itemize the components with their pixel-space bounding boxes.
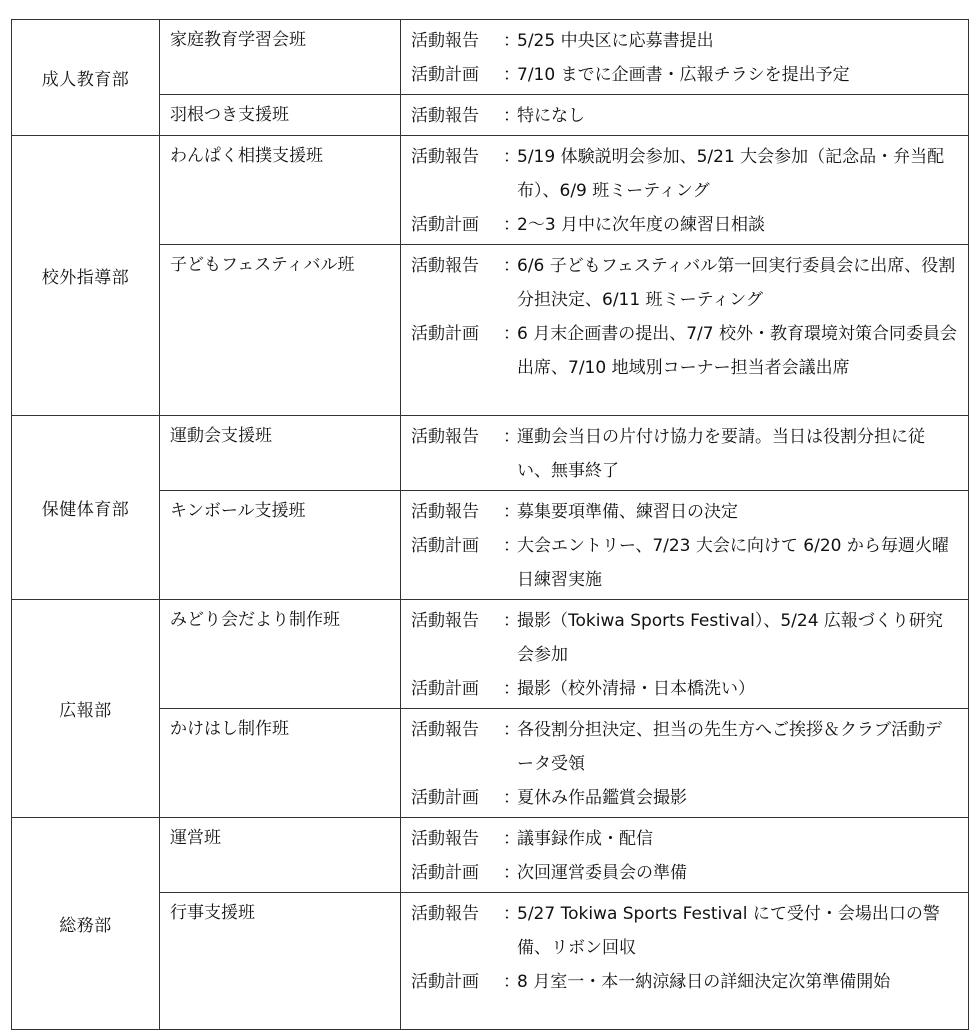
activity-line: 活動計画 ： 夏休み作品鑑賞会撮影	[411, 788, 687, 808]
activity-line: 活動報告 ： 募集要項準備、練習日の決定	[411, 502, 738, 522]
activity-line: 活動報告 ： 6/6 子どもフェスティバル第一回実行委員会に出席、役割分担決定、6/11 班ミーティング	[411, 256, 956, 310]
team-cell: 子どもフェスティバル班	[160, 245, 401, 416]
dept-cell: 校外指導部	[12, 136, 160, 416]
dept-cell: 保健体育部	[12, 416, 160, 600]
detail-cell	[401, 416, 969, 491]
activity-line: 活動報告 ： 5/19 体験説明会参加、5/21 大会参加（記念品・弁当配布）、6/9 班ミーティング	[411, 147, 945, 201]
detail-cell	[401, 893, 969, 1030]
activity-line: 活動計画 ： 6 月末企画書の提出、7/7 校外・教育環境対策合同委員会出席、7/10 地域別コーナー担当者会議出席	[411, 324, 957, 378]
activity-line: 活動報告 ： 議事録作成・配信	[411, 829, 653, 849]
detail-cell	[401, 818, 969, 893]
table-row	[12, 20, 969, 95]
activity-line: 活動計画 ： 大会エントリー、7/23 大会に向けて 6/20 から毎週火曜日練習実施	[411, 536, 949, 590]
detail-cell	[401, 491, 969, 600]
activity-line: 活動計画 ： 撮影（校外清掃・日本橋洗い）	[411, 679, 755, 699]
team-cell: かけはし制作班	[160, 709, 401, 818]
team-cell: わんぱく相撲支援班	[160, 136, 401, 245]
team-cell: キンボール支援班	[160, 491, 401, 600]
team-cell: みどり会だより制作班	[160, 600, 401, 709]
activity-line: 活動報告 ： 5/25 中央区に応募書提出	[411, 31, 714, 51]
team-cell: 家庭教育学習会班	[160, 20, 401, 95]
team-cell: 羽根つき支援班	[160, 95, 401, 136]
activity-line: 活動計画 ： 7/10 までに企画書・広報チラシを提出予定	[411, 65, 850, 85]
table-row	[12, 416, 969, 491]
activity-line: 活動報告 ： 運動会当日の片付け協力を要請。当日は役割分担に従い、無事終了	[411, 427, 925, 481]
dept-cell: 成人教育部	[12, 20, 160, 136]
detail-cell	[401, 709, 969, 818]
activity-line: 活動計画 ： 次回運営委員会の準備	[411, 863, 687, 883]
activity-line: 活動計画 ： 8 月室一・本一納涼縁日の詳細決定次第準備開始	[411, 972, 891, 992]
activity-line: 活動報告 ： 5/27 Tokiwa Sports Festival にて受付・会場出口の警備、リボン回収	[411, 904, 940, 958]
team-cell: 運動会支援班	[160, 416, 401, 491]
dept-cell: 総務部	[12, 818, 160, 1030]
activity-line: 活動報告 ： 特になし	[411, 106, 585, 126]
detail-cell	[401, 95, 969, 136]
table-row	[12, 600, 969, 709]
activity-line: 活動計画 ： 2〜3 月中に次年度の練習日相談	[411, 215, 766, 235]
team-cell: 行事支援班	[160, 893, 401, 1030]
detail-cell	[401, 245, 969, 416]
team-cell: 運営班	[160, 818, 401, 893]
detail-cell	[401, 600, 969, 709]
detail-cell	[401, 136, 969, 245]
activity-line: 活動報告 ： 各役割分担決定、担当の先生方へご挨拶＆クラブ活動データ受領	[411, 720, 942, 774]
activity-line: 活動報告 ： 撮影（Tokiwa Sports Festival）、5/24 広報づくり研究会参加	[411, 611, 943, 665]
detail-cell	[401, 20, 969, 95]
activity-report-table	[11, 19, 969, 1030]
table-row	[12, 136, 969, 245]
table-row	[12, 818, 969, 893]
dept-cell: 広報部	[12, 600, 160, 818]
